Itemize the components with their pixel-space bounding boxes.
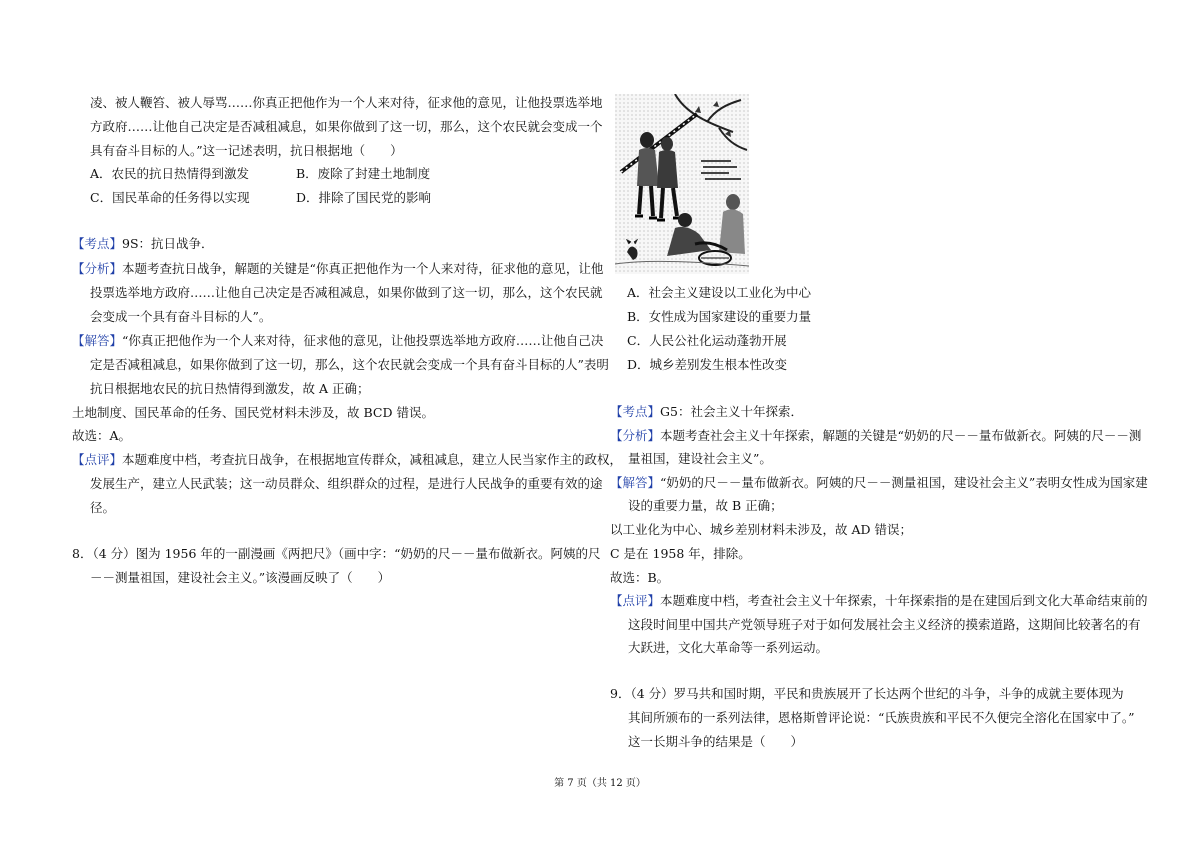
- jieda-extra-1-r: 以工业化为中心、城乡差别材料未涉及，故 AD 错误；: [610, 522, 912, 537]
- question-8-option-b: B．女性成为国家建设的重要力量: [627, 309, 812, 324]
- question-9-line-3: 这一长期斗争的结果是（ ）: [628, 734, 804, 749]
- question-8-line-2: －－测量祖国，建设社会主义。”该漫画反映了（ ）: [90, 570, 391, 585]
- jieda-text-1: “你真正把他作为一个人来对待，征求他的意见，让他投票选举地方政府……让他自己决: [122, 333, 604, 348]
- question-7-option-a: A．农民的抗日热情得到激发: [90, 166, 250, 181]
- fenxi-line-1-r: [610, 428, 1141, 444]
- question-7-option-c: C．国民革命的任务得以实现: [90, 190, 250, 205]
- fenxi-line-1: [72, 261, 603, 277]
- cartoon-two-rulers-image: [615, 94, 749, 274]
- question-7-line-3: 具有奋斗目标的人。”这一记述表明，抗日根据地（ ）: [90, 143, 403, 158]
- kaodian-tag: 【考点】: [72, 236, 123, 251]
- jieda-line-2: 定是否减租减息，如果你做到了这一切，那么，这个农民就会变成一个具有奋斗目标的人”表明: [90, 357, 609, 372]
- question-9-line-2: 其间所颁布的一系列法律，恩格斯曾评论说：“氏族贵族和平民不久便完全溶化在国家中了。”: [628, 710, 1135, 725]
- question-9-line-1: 9．（4 分）罗马共和国时期，平民和贵族展开了长达两个世纪的斗争，斗争的成就主要体现为: [610, 686, 1124, 701]
- kaodian-text: 9S：抗日战争．: [122, 236, 214, 251]
- dianping-line-1-r: [610, 593, 1148, 609]
- kaodian-line-r: [610, 404, 803, 420]
- question-7-option-b: B．废除了封建土地制度: [296, 166, 431, 181]
- fenxi-text-1-r: 本题考查社会主义十年探索，解题的关键是“奶奶的尺－－量布做新衣。阿姨的尺－－测: [660, 428, 1142, 443]
- question-8-option-c: C．人民公社化运动蓬勃开展: [627, 333, 787, 348]
- kaodian-tag-r: 【考点】: [610, 404, 661, 419]
- fenxi-text-1: 本题考查抗日战争，解题的关键是“你真正把他作为一个人来对待，征求他的意见，让他: [122, 261, 604, 276]
- fenxi-tag: 【分析】: [72, 261, 123, 276]
- jieda-line-1-r: [610, 475, 1148, 491]
- fenxi-line-3: 会变成一个具有奋斗目标的人”。: [90, 309, 272, 324]
- dianping-text-1: 本题难度中档，考查抗日战争，在根据地宣传群众，减租减息，建立人民当家作主的政权，: [122, 452, 623, 467]
- fenxi-line-2-r: 量祖国，建设社会主义”。: [628, 451, 772, 466]
- dianping-line-2: 发展生产，建立人民武装；这一动员群众、组织群众的过程，是进行人民战争的重要有效的途: [90, 476, 603, 491]
- dianping-text-1-r: 本题难度中档，考查社会主义十年探索，十年探索指的是在建国后到文化大革命结束前的: [660, 593, 1148, 608]
- dianping-line-2-r: 这段时间里中国共产党领导班子对于如何发展社会主义经济的摸索道路，这期间比较著名的有: [628, 617, 1141, 632]
- page-footer: 第 7 页（共 12 页）: [554, 778, 646, 789]
- kaodian-line: [72, 236, 214, 252]
- jieda-extra-1: 土地制度、国民革命的任务、国民党材料未涉及，故 BCD 错误。: [72, 405, 434, 420]
- dianping-tag-r: 【点评】: [610, 593, 661, 608]
- jieda-tag: 【解答】: [72, 333, 123, 348]
- jieda-text-1-r: “奶奶的尺－－量布做新衣。阿姨的尺－－测量祖国，建设社会主义”表明女性成为国家建: [660, 475, 1148, 490]
- question-8-option-a: A．社会主义建设以工业化为中心: [627, 285, 812, 300]
- question-8-option-d: D．城乡差别发生根本性改变: [627, 357, 788, 372]
- dianping-line-3: 径。: [90, 500, 116, 515]
- jieda-extra-2-r: C 是在 1958 年，排除。: [610, 546, 751, 561]
- question-8-line-1: 8．（4 分）图为 1956 年的一副漫画《两把尺》（画中字：“奶奶的尺－－量布做新衣。阿姨的尺: [72, 546, 601, 561]
- jieda-line-2-r: 设的重要力量，故 B 正确；: [628, 498, 783, 513]
- question-7-line-2: 方政府……让他自己决定是否减租减息，如果你做到了这一切，那么，这个农民就会变成一个: [90, 119, 603, 134]
- question-7-line-1: 凌、被人鞭笞、被人辱骂……你真正把他作为一个人来对待，征求他的意见，让他投票选举地: [90, 95, 603, 110]
- jieda-answer-r: 故选：B。: [610, 570, 670, 585]
- question-7-option-d: D．排除了国民党的影响: [296, 190, 432, 205]
- jieda-line-1: [72, 333, 603, 349]
- jieda-answer: 故选：A。: [72, 428, 132, 443]
- fenxi-line-2: 投票选举地方政府……让他自己决定是否减租减息，如果你做到了这一切，那么，这个农民就: [90, 285, 603, 300]
- dianping-tag: 【点评】: [72, 452, 123, 467]
- kaodian-text-r: G5：社会主义十年探索．: [660, 404, 803, 419]
- dianping-line-3-r: 大跃进，文化大革命等一系列运动。: [628, 640, 829, 655]
- jieda-line-3: 抗日根据地农民的抗日热情得到激发，故 A 正确；: [90, 381, 370, 396]
- fenxi-tag-r: 【分析】: [610, 428, 661, 443]
- jieda-tag-r: 【解答】: [610, 475, 661, 490]
- dianping-line-1: [72, 452, 622, 468]
